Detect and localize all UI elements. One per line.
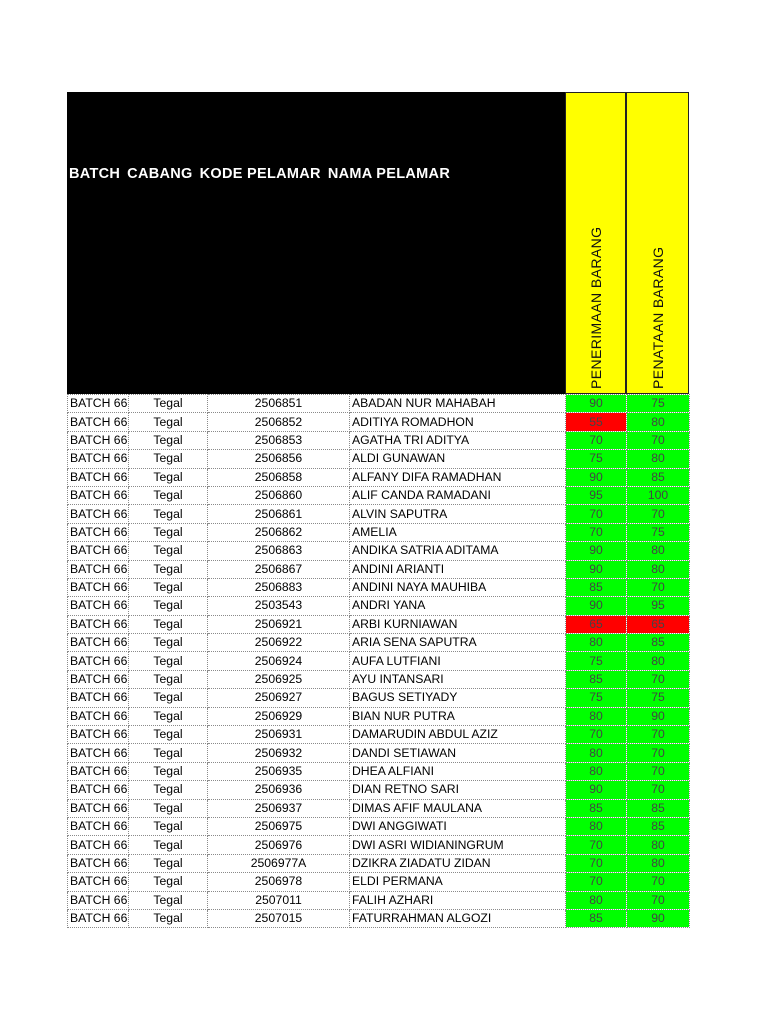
cell-nama-pelamar[interactable]: ALDI GUNAWAN bbox=[350, 450, 566, 468]
cell-penerimaan-barang[interactable]: 80 bbox=[566, 762, 627, 780]
table-row bbox=[68, 505, 690, 523]
header-cabang[interactable]: CABANG bbox=[127, 166, 193, 182]
table-row bbox=[68, 615, 690, 633]
cell-nama-pelamar[interactable]: ALVIN SAPUTRA bbox=[350, 505, 566, 523]
cell-batch[interactable]: BATCH 66 bbox=[68, 413, 129, 431]
cell-nama-pelamar[interactable]: ANDIKA SATRIA ADITAMA bbox=[350, 542, 566, 560]
cell-cabang[interactable]: Tegal bbox=[129, 873, 208, 891]
table-row bbox=[68, 909, 690, 927]
cell-cabang[interactable]: Tegal bbox=[129, 413, 208, 431]
cell-cabang[interactable]: Tegal bbox=[129, 523, 208, 541]
cell-penerimaan-barang[interactable]: 70 bbox=[566, 523, 627, 541]
cell-batch[interactable]: BATCH 66 bbox=[68, 634, 129, 652]
cell-batch[interactable]: BATCH 66 bbox=[68, 431, 129, 449]
cell-penataan-barang[interactable]: 70 bbox=[627, 762, 690, 780]
cell-penerimaan-barang[interactable]: 75 bbox=[566, 652, 627, 670]
cell-penataan-barang[interactable]: 70 bbox=[627, 891, 690, 909]
table-row bbox=[68, 781, 690, 799]
cell-batch[interactable]: BATCH 66 bbox=[68, 395, 129, 413]
table-row bbox=[68, 744, 690, 762]
cell-nama-pelamar[interactable]: ANDRI YANA bbox=[350, 597, 566, 615]
cell-batch[interactable]: BATCH 66 bbox=[68, 817, 129, 835]
cell-cabang[interactable]: Tegal bbox=[129, 486, 208, 504]
cell-kode-pelamar[interactable]: 2506925 bbox=[208, 670, 350, 688]
cell-penataan-barang[interactable]: 100 bbox=[627, 486, 690, 504]
cell-batch[interactable]: BATCH 66 bbox=[68, 468, 129, 486]
header-black-block bbox=[67, 92, 565, 394]
table-row bbox=[68, 707, 690, 725]
cell-nama-pelamar[interactable]: BIAN NUR PUTRA bbox=[350, 707, 566, 725]
cell-cabang[interactable]: Tegal bbox=[129, 891, 208, 909]
cell-batch[interactable]: BATCH 66 bbox=[68, 523, 129, 541]
cell-penataan-barang[interactable]: 70 bbox=[627, 431, 690, 449]
cell-nama-pelamar[interactable]: ARIA SENA SAPUTRA bbox=[350, 634, 566, 652]
cell-kode-pelamar[interactable]: 2506863 bbox=[208, 542, 350, 560]
cell-penerimaan-barang[interactable]: 80 bbox=[566, 817, 627, 835]
cell-batch[interactable]: BATCH 66 bbox=[68, 597, 129, 615]
cell-penerimaan-barang[interactable]: 75 bbox=[566, 450, 627, 468]
cell-cabang[interactable]: Tegal bbox=[129, 670, 208, 688]
cell-batch[interactable]: BATCH 66 bbox=[68, 909, 129, 927]
table-row bbox=[68, 578, 690, 596]
cell-cabang[interactable]: Tegal bbox=[129, 468, 208, 486]
table-row bbox=[68, 468, 690, 486]
table-row bbox=[68, 523, 690, 541]
cell-penerimaan-barang[interactable]: 90 bbox=[566, 395, 627, 413]
cell-cabang[interactable]: Tegal bbox=[129, 450, 208, 468]
cell-batch[interactable]: BATCH 66 bbox=[68, 652, 129, 670]
cell-batch[interactable]: BATCH 66 bbox=[68, 689, 129, 707]
cell-kode-pelamar[interactable]: 2506862 bbox=[208, 523, 350, 541]
cell-batch[interactable]: BATCH 66 bbox=[68, 486, 129, 504]
cell-kode-pelamar[interactable]: 2507015 bbox=[208, 909, 350, 927]
cell-nama-pelamar[interactable]: DIAN RETNO SARI bbox=[350, 781, 566, 799]
cell-penataan-barang[interactable]: 80 bbox=[627, 560, 690, 578]
cell-nama-pelamar[interactable]: ALFANY DIFA RAMADHAN bbox=[350, 468, 566, 486]
cell-kode-pelamar[interactable]: 2506860 bbox=[208, 486, 350, 504]
cell-cabang[interactable]: Tegal bbox=[129, 560, 208, 578]
cell-penataan-barang[interactable]: 80 bbox=[627, 413, 690, 431]
cell-penerimaan-barang[interactable]: 85 bbox=[566, 578, 627, 596]
cell-kode-pelamar[interactable]: 2506935 bbox=[208, 762, 350, 780]
cell-batch[interactable]: BATCH 66 bbox=[68, 854, 129, 872]
cell-kode-pelamar[interactable]: 2506883 bbox=[208, 578, 350, 596]
header-row bbox=[67, 92, 690, 394]
cell-nama-pelamar[interactable]: ELDI PERMANA bbox=[350, 873, 566, 891]
cell-nama-pelamar[interactable]: ADITIYA ROMADHON bbox=[350, 413, 566, 431]
cell-cabang[interactable]: Tegal bbox=[129, 799, 208, 817]
cell-nama-pelamar[interactable]: ANDINI ARIANTI bbox=[350, 560, 566, 578]
cell-penataan-barang[interactable]: 75 bbox=[627, 523, 690, 541]
cell-penerimaan-barang[interactable]: 90 bbox=[566, 560, 627, 578]
cell-penerimaan-barang[interactable]: 90 bbox=[566, 542, 627, 560]
cell-kode-pelamar[interactable]: 2506921 bbox=[208, 615, 350, 633]
cell-penerimaan-barang[interactable]: 75 bbox=[566, 689, 627, 707]
cell-penataan-barang[interactable]: 70 bbox=[627, 744, 690, 762]
cell-batch[interactable]: BATCH 66 bbox=[68, 542, 129, 560]
cell-kode-pelamar[interactable]: 2506867 bbox=[208, 560, 350, 578]
table-row bbox=[68, 431, 690, 449]
cell-penerimaan-barang[interactable]: 90 bbox=[566, 597, 627, 615]
cell-cabang[interactable]: Tegal bbox=[129, 707, 208, 725]
header-kode-pelamar[interactable]: KODE PELAMAR bbox=[199, 166, 321, 182]
cell-kode-pelamar[interactable]: 2506978 bbox=[208, 873, 350, 891]
cell-cabang[interactable]: Tegal bbox=[129, 836, 208, 854]
cell-penerimaan-barang[interactable]: 90 bbox=[566, 468, 627, 486]
cell-penerimaan-barang[interactable]: 65 bbox=[566, 615, 627, 633]
header-penataan-barang: PENATAAN BARANG bbox=[649, 246, 666, 389]
table-row bbox=[68, 597, 690, 615]
cell-penerimaan-barang[interactable]: 80 bbox=[566, 707, 627, 725]
cell-penerimaan-barang[interactable]: 55 bbox=[566, 413, 627, 431]
cell-kode-pelamar[interactable]: 2506936 bbox=[208, 781, 350, 799]
cell-batch[interactable]: BATCH 66 bbox=[68, 670, 129, 688]
cell-batch[interactable]: BATCH 66 bbox=[68, 799, 129, 817]
cell-nama-pelamar[interactable]: FATURRAHMAN ALGOZI bbox=[350, 909, 566, 927]
table-row bbox=[68, 689, 690, 707]
cell-batch[interactable]: BATCH 66 bbox=[68, 873, 129, 891]
cell-batch[interactable]: BATCH 66 bbox=[68, 707, 129, 725]
cell-cabang[interactable]: Tegal bbox=[129, 505, 208, 523]
table-row bbox=[68, 634, 690, 652]
cell-penerimaan-barang[interactable]: 85 bbox=[566, 799, 627, 817]
cell-penataan-barang[interactable]: 90 bbox=[627, 707, 690, 725]
cell-penerimaan-barang[interactable]: 90 bbox=[566, 781, 627, 799]
table-row bbox=[68, 652, 690, 670]
cell-cabang[interactable]: Tegal bbox=[129, 597, 208, 615]
score-table bbox=[67, 394, 690, 928]
cell-kode-pelamar[interactable]: 2506851 bbox=[208, 395, 350, 413]
cell-cabang[interactable]: Tegal bbox=[129, 634, 208, 652]
table-row bbox=[68, 542, 690, 560]
cell-penerimaan-barang[interactable]: 95 bbox=[566, 486, 627, 504]
table-row bbox=[68, 891, 690, 909]
cell-kode-pelamar[interactable]: 2506931 bbox=[208, 726, 350, 744]
cell-penerimaan-barang[interactable]: 70 bbox=[566, 873, 627, 891]
cell-penataan-barang[interactable]: 65 bbox=[627, 615, 690, 633]
cell-kode-pelamar[interactable]: 2506861 bbox=[208, 505, 350, 523]
cell-kode-pelamar[interactable]: 2506976 bbox=[208, 836, 350, 854]
table-row bbox=[68, 854, 690, 872]
header-batch[interactable]: BATCH bbox=[69, 166, 121, 182]
cell-penataan-barang[interactable]: 75 bbox=[627, 395, 690, 413]
header-nama-pelamar[interactable]: NAMA PELAMAR bbox=[327, 166, 451, 182]
table-row bbox=[68, 836, 690, 854]
cell-kode-pelamar[interactable]: 2503543 bbox=[208, 597, 350, 615]
cell-batch[interactable]: BATCH 66 bbox=[68, 560, 129, 578]
cell-cabang[interactable]: Tegal bbox=[129, 781, 208, 799]
cell-penataan-barang[interactable]: 70 bbox=[627, 726, 690, 744]
cell-cabang[interactable]: Tegal bbox=[129, 854, 208, 872]
table-row bbox=[68, 450, 690, 468]
cell-nama-pelamar[interactable]: DIMAS AFIF MAULANA bbox=[350, 799, 566, 817]
cell-penataan-barang[interactable]: 70 bbox=[627, 578, 690, 596]
cell-kode-pelamar[interactable]: 2506932 bbox=[208, 744, 350, 762]
table-row bbox=[68, 873, 690, 891]
cell-penataan-barang[interactable]: 85 bbox=[627, 817, 690, 835]
cell-penerimaan-barang[interactable]: 70 bbox=[566, 854, 627, 872]
table-row bbox=[68, 486, 690, 504]
cell-nama-pelamar[interactable]: AYU INTANSARI bbox=[350, 670, 566, 688]
cell-kode-pelamar[interactable]: 2506977A bbox=[208, 854, 350, 872]
score-table-body bbox=[68, 395, 690, 928]
table-row bbox=[68, 395, 690, 413]
cell-batch[interactable]: BATCH 66 bbox=[68, 615, 129, 633]
cell-batch[interactable]: BATCH 66 bbox=[68, 450, 129, 468]
cell-kode-pelamar[interactable]: 2506853 bbox=[208, 431, 350, 449]
cell-cabang[interactable]: Tegal bbox=[129, 578, 208, 596]
cell-kode-pelamar[interactable]: 2506858 bbox=[208, 468, 350, 486]
cell-cabang[interactable]: Tegal bbox=[129, 909, 208, 927]
cell-cabang[interactable]: Tegal bbox=[129, 689, 208, 707]
cell-cabang[interactable]: Tegal bbox=[129, 762, 208, 780]
cell-penataan-barang[interactable]: 70 bbox=[627, 781, 690, 799]
cell-penataan-barang[interactable]: 70 bbox=[627, 670, 690, 688]
table-row bbox=[68, 670, 690, 688]
table-row bbox=[68, 762, 690, 780]
cell-batch[interactable]: BATCH 66 bbox=[68, 744, 129, 762]
cell-cabang[interactable]: Tegal bbox=[129, 744, 208, 762]
cell-penataan-barang[interactable]: 80 bbox=[627, 836, 690, 854]
cell-penerimaan-barang[interactable]: 80 bbox=[566, 891, 627, 909]
table-row bbox=[68, 726, 690, 744]
cell-kode-pelamar[interactable]: 2506975 bbox=[208, 817, 350, 835]
cell-penataan-barang[interactable]: 70 bbox=[627, 873, 690, 891]
cell-penerimaan-barang[interactable]: 85 bbox=[566, 909, 627, 927]
cell-batch[interactable]: BATCH 66 bbox=[68, 891, 129, 909]
cell-penerimaan-barang[interactable]: 70 bbox=[566, 836, 627, 854]
cell-penataan-barang[interactable]: 80 bbox=[627, 542, 690, 560]
cell-cabang[interactable]: Tegal bbox=[129, 726, 208, 744]
header-labels bbox=[69, 166, 457, 182]
cell-penataan-barang[interactable]: 80 bbox=[627, 854, 690, 872]
cell-kode-pelamar[interactable]: 2506856 bbox=[208, 450, 350, 468]
cell-nama-pelamar[interactable]: DANDI SETIAWAN bbox=[350, 744, 566, 762]
cell-cabang[interactable]: Tegal bbox=[129, 652, 208, 670]
cell-kode-pelamar[interactable]: 2506929 bbox=[208, 707, 350, 725]
cell-kode-pelamar[interactable]: 2506852 bbox=[208, 413, 350, 431]
table-row bbox=[68, 817, 690, 835]
cell-penataan-barang[interactable]: 85 bbox=[627, 634, 690, 652]
cell-nama-pelamar[interactable]: ALIF CANDA RAMADANI bbox=[350, 486, 566, 504]
cell-cabang[interactable]: Tegal bbox=[129, 431, 208, 449]
cell-nama-pelamar[interactable]: DWI ANGGIWATI bbox=[350, 817, 566, 835]
cell-cabang[interactable]: Tegal bbox=[129, 395, 208, 413]
header-penerimaan-cell[interactable] bbox=[565, 92, 626, 394]
spreadsheet bbox=[67, 92, 690, 928]
cell-nama-pelamar[interactable]: DWI ASRI WIDIANINGRUM bbox=[350, 836, 566, 854]
cell-penataan-barang[interactable]: 80 bbox=[627, 450, 690, 468]
cell-kode-pelamar[interactable]: 2506927 bbox=[208, 689, 350, 707]
cell-nama-pelamar[interactable]: ARBI KURNIAWAN bbox=[350, 615, 566, 633]
cell-nama-pelamar[interactable]: DHEA ALFIANI bbox=[350, 762, 566, 780]
cell-penerimaan-barang[interactable]: 70 bbox=[566, 726, 627, 744]
cell-nama-pelamar[interactable]: DZIKRA ZIADATU ZIDAN bbox=[350, 854, 566, 872]
cell-penerimaan-barang[interactable]: 85 bbox=[566, 670, 627, 688]
cell-penataan-barang[interactable]: 90 bbox=[627, 909, 690, 927]
cell-batch[interactable]: BATCH 66 bbox=[68, 836, 129, 854]
cell-nama-pelamar[interactable]: BAGUS SETIYADY bbox=[350, 689, 566, 707]
cell-penataan-barang[interactable]: 85 bbox=[627, 799, 690, 817]
cell-penerimaan-barang[interactable]: 70 bbox=[566, 431, 627, 449]
cell-nama-pelamar[interactable]: ANDINI NAYA MAUHIBA bbox=[350, 578, 566, 596]
cell-batch[interactable]: BATCH 66 bbox=[68, 578, 129, 596]
cell-penerimaan-barang[interactable]: 80 bbox=[566, 744, 627, 762]
cell-nama-pelamar[interactable]: AUFA LUTFIANI bbox=[350, 652, 566, 670]
cell-batch[interactable]: BATCH 66 bbox=[68, 762, 129, 780]
table-row bbox=[68, 799, 690, 817]
cell-batch[interactable]: BATCH 66 bbox=[68, 726, 129, 744]
cell-nama-pelamar[interactable]: DAMARUDIN ABDUL AZIZ bbox=[350, 726, 566, 744]
cell-kode-pelamar[interactable]: 2506922 bbox=[208, 634, 350, 652]
table-row bbox=[68, 413, 690, 431]
cell-nama-pelamar[interactable]: AMELIA bbox=[350, 523, 566, 541]
cell-nama-pelamar[interactable]: ABADAN NUR MAHABAH bbox=[350, 395, 566, 413]
cell-penataan-barang[interactable]: 70 bbox=[627, 505, 690, 523]
cell-nama-pelamar[interactable]: FALIH AZHARI bbox=[350, 891, 566, 909]
cell-kode-pelamar[interactable]: 2506937 bbox=[208, 799, 350, 817]
cell-cabang[interactable]: Tegal bbox=[129, 817, 208, 835]
cell-kode-pelamar[interactable]: 2507011 bbox=[208, 891, 350, 909]
cell-penataan-barang[interactable]: 95 bbox=[627, 597, 690, 615]
header-penataan-cell[interactable] bbox=[626, 92, 689, 394]
cell-cabang[interactable]: Tegal bbox=[129, 542, 208, 560]
cell-batch[interactable]: BATCH 66 bbox=[68, 781, 129, 799]
table-row bbox=[68, 560, 690, 578]
cell-cabang[interactable]: Tegal bbox=[129, 615, 208, 633]
cell-kode-pelamar[interactable]: 2506924 bbox=[208, 652, 350, 670]
cell-penataan-barang[interactable]: 80 bbox=[627, 652, 690, 670]
cell-batch[interactable]: BATCH 66 bbox=[68, 505, 129, 523]
cell-penerimaan-barang[interactable]: 80 bbox=[566, 634, 627, 652]
cell-penataan-barang[interactable]: 85 bbox=[627, 468, 690, 486]
cell-penerimaan-barang[interactable]: 70 bbox=[566, 505, 627, 523]
cell-nama-pelamar[interactable]: AGATHA TRI ADITYA bbox=[350, 431, 566, 449]
cell-penataan-barang[interactable]: 75 bbox=[627, 689, 690, 707]
header-penerimaan-barang: PENERIMAAN BARANG bbox=[587, 226, 604, 389]
